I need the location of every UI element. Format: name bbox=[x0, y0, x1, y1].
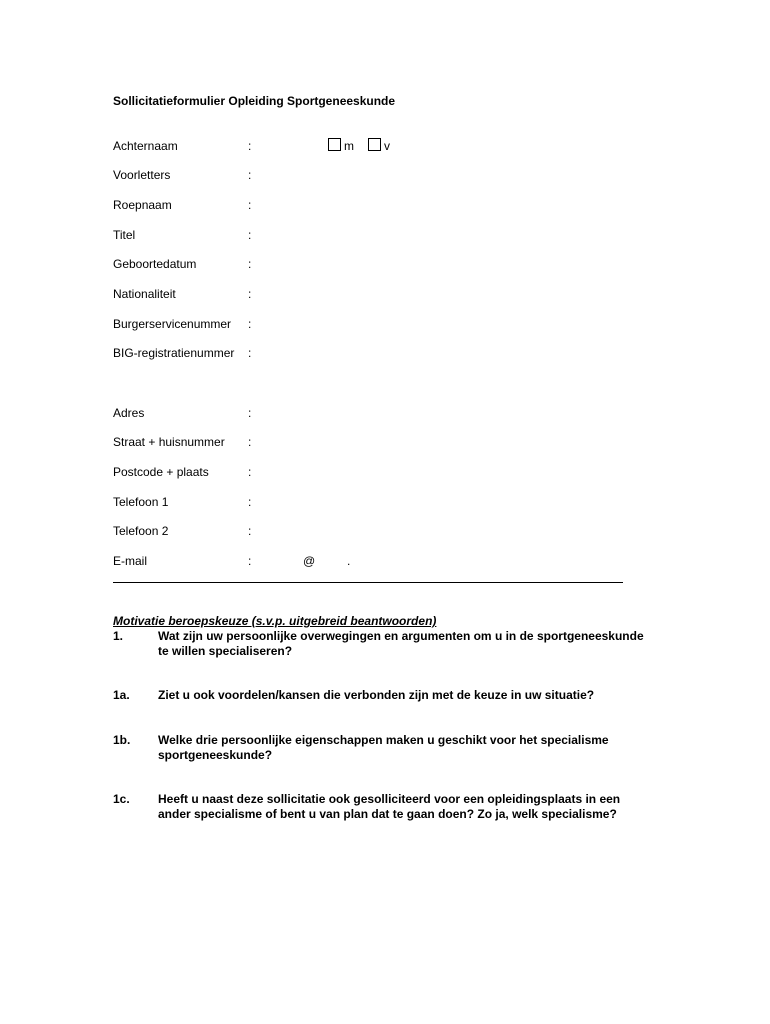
field-label: Burgerservicenummer bbox=[113, 317, 232, 331]
field-label: Straat + huisnummer bbox=[113, 435, 225, 449]
field-label: Telefoon 2 bbox=[113, 524, 169, 538]
field-label: Voorletters bbox=[113, 168, 171, 182]
female-label: v bbox=[384, 139, 390, 153]
question-text: Welke drie persoonlijke eigenschappen maken u geschikt voor het specialisme sportgeneeskunde? bbox=[158, 733, 609, 762]
field-label: Geboortedatum bbox=[113, 257, 197, 271]
field-label: Achternaam bbox=[113, 139, 178, 153]
field-colon: : bbox=[248, 554, 252, 568]
field-label: Postcode + plaats bbox=[113, 465, 209, 479]
field-colon: : bbox=[248, 346, 252, 360]
field-label: Roepnaam bbox=[113, 198, 172, 212]
male-label: m bbox=[344, 139, 354, 153]
field-label: Titel bbox=[113, 228, 136, 242]
field-colon: : bbox=[248, 435, 252, 449]
field-colon: : bbox=[248, 524, 252, 538]
field-label: BIG-registratienummer bbox=[113, 346, 235, 360]
question-number: 1c. bbox=[113, 792, 130, 806]
field-label: E-mail bbox=[113, 554, 148, 568]
motivation-heading: Motivatie beroepskeuze (s.v.p. uitgebreid beantwoorden) bbox=[113, 614, 437, 628]
email-dot: . bbox=[347, 554, 351, 568]
field-label: Telefoon 1 bbox=[113, 495, 169, 509]
field-colon: : bbox=[248, 465, 252, 479]
field-colon: : bbox=[248, 495, 252, 509]
question-text: Heeft u naast deze sollicitatie ook gesolliciteerd voor een opleidingsplaats in een ander specialisme of bent u van plan dat te gaan doen? Zo ja, welk specialisme? bbox=[158, 792, 621, 821]
gender-group bbox=[328, 138, 404, 154]
question-number: 1b. bbox=[113, 733, 131, 747]
question-text: Ziet u ook voordelen/kansen die verbonden zijn met de keuze in uw situatie? bbox=[158, 688, 595, 702]
field-colon: : bbox=[248, 287, 252, 301]
field-colon: : bbox=[248, 317, 252, 331]
field-colon: : bbox=[248, 168, 252, 182]
field-label: Adres bbox=[113, 406, 145, 420]
question-text: Wat zijn uw persoonlijke overwegingen en argumenten om u in de sportgeneeskunde te willen specialiseren? bbox=[158, 629, 644, 658]
field-colon: : bbox=[248, 139, 252, 153]
separator-line bbox=[113, 582, 623, 583]
question-number: 1a. bbox=[113, 688, 130, 702]
field-colon: : bbox=[248, 198, 252, 212]
email-at-sign: @ bbox=[303, 554, 316, 568]
male-checkbox[interactable] bbox=[328, 138, 341, 151]
field-colon: : bbox=[248, 228, 252, 242]
female-checkbox[interactable] bbox=[368, 138, 381, 151]
field-label: Nationaliteit bbox=[113, 287, 176, 301]
page-title: Sollicitatieformulier Opleiding Sportgeneeskunde bbox=[113, 94, 396, 108]
field-colon: : bbox=[248, 257, 252, 271]
field-colon: : bbox=[248, 406, 252, 420]
question-number: 1. bbox=[113, 629, 124, 643]
